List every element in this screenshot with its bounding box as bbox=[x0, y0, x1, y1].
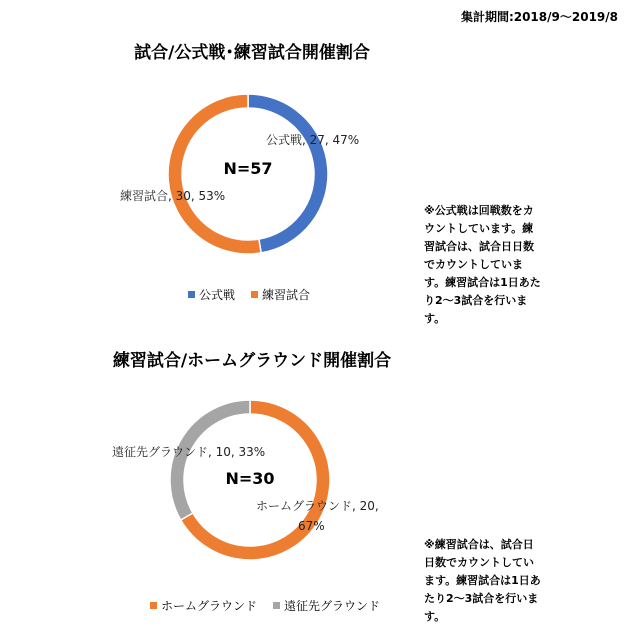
legend-swatch-gray bbox=[273, 602, 280, 609]
note-2: ※練習試合は、試合日日数でカウントしています。練習試合は1日あたり2～3試合を行います。 bbox=[424, 538, 541, 623]
center-label-1: N=57 bbox=[223, 159, 273, 178]
legend-swatch-orange-2 bbox=[150, 602, 157, 609]
chart-title-1: 試合/公式戦･練習試合開催割合 bbox=[134, 43, 370, 63]
center-label-2: N=30 bbox=[225, 469, 275, 488]
legend-1 bbox=[188, 286, 310, 303]
slice-label-practice: 練習試合, 30, 53% bbox=[120, 189, 226, 203]
legend-2 bbox=[150, 597, 380, 614]
legend-swatch-blue bbox=[188, 291, 195, 298]
legend-label-practice: 練習試合 bbox=[262, 288, 311, 302]
legend-item-away bbox=[273, 597, 380, 614]
legend-item-home bbox=[150, 597, 257, 614]
legend-label-home: ホームグラウンド bbox=[161, 599, 258, 613]
slice-label-official: 公式戦, 27, 47% bbox=[266, 133, 360, 147]
slice-label-home-1: ホームグラウンド, 20, bbox=[256, 499, 379, 513]
note-1: ※公式戦は回戦数をカウントしています。練習試合は、試合日日数でカウントしています。練習試合は1日あたり2～3試合を行います。 bbox=[424, 204, 541, 325]
legend-swatch-orange bbox=[251, 291, 258, 298]
legend-label-official: 公式戦 bbox=[199, 288, 236, 302]
legend-item-practice bbox=[251, 286, 310, 303]
chart-title-2: 練習試合/ホームグラウンド開催割合 bbox=[112, 351, 392, 371]
legend-label-away: 遠征先グラウンド bbox=[284, 599, 381, 613]
legend-item-official bbox=[188, 286, 235, 303]
slice-label-home-2: 67% bbox=[298, 519, 325, 533]
slice-label-away: 遠征先グラウンド, 10, 33% bbox=[112, 445, 266, 459]
period-label: 集計期間:2018/9～2019/8 bbox=[460, 10, 618, 24]
slice-away bbox=[170, 400, 250, 520]
